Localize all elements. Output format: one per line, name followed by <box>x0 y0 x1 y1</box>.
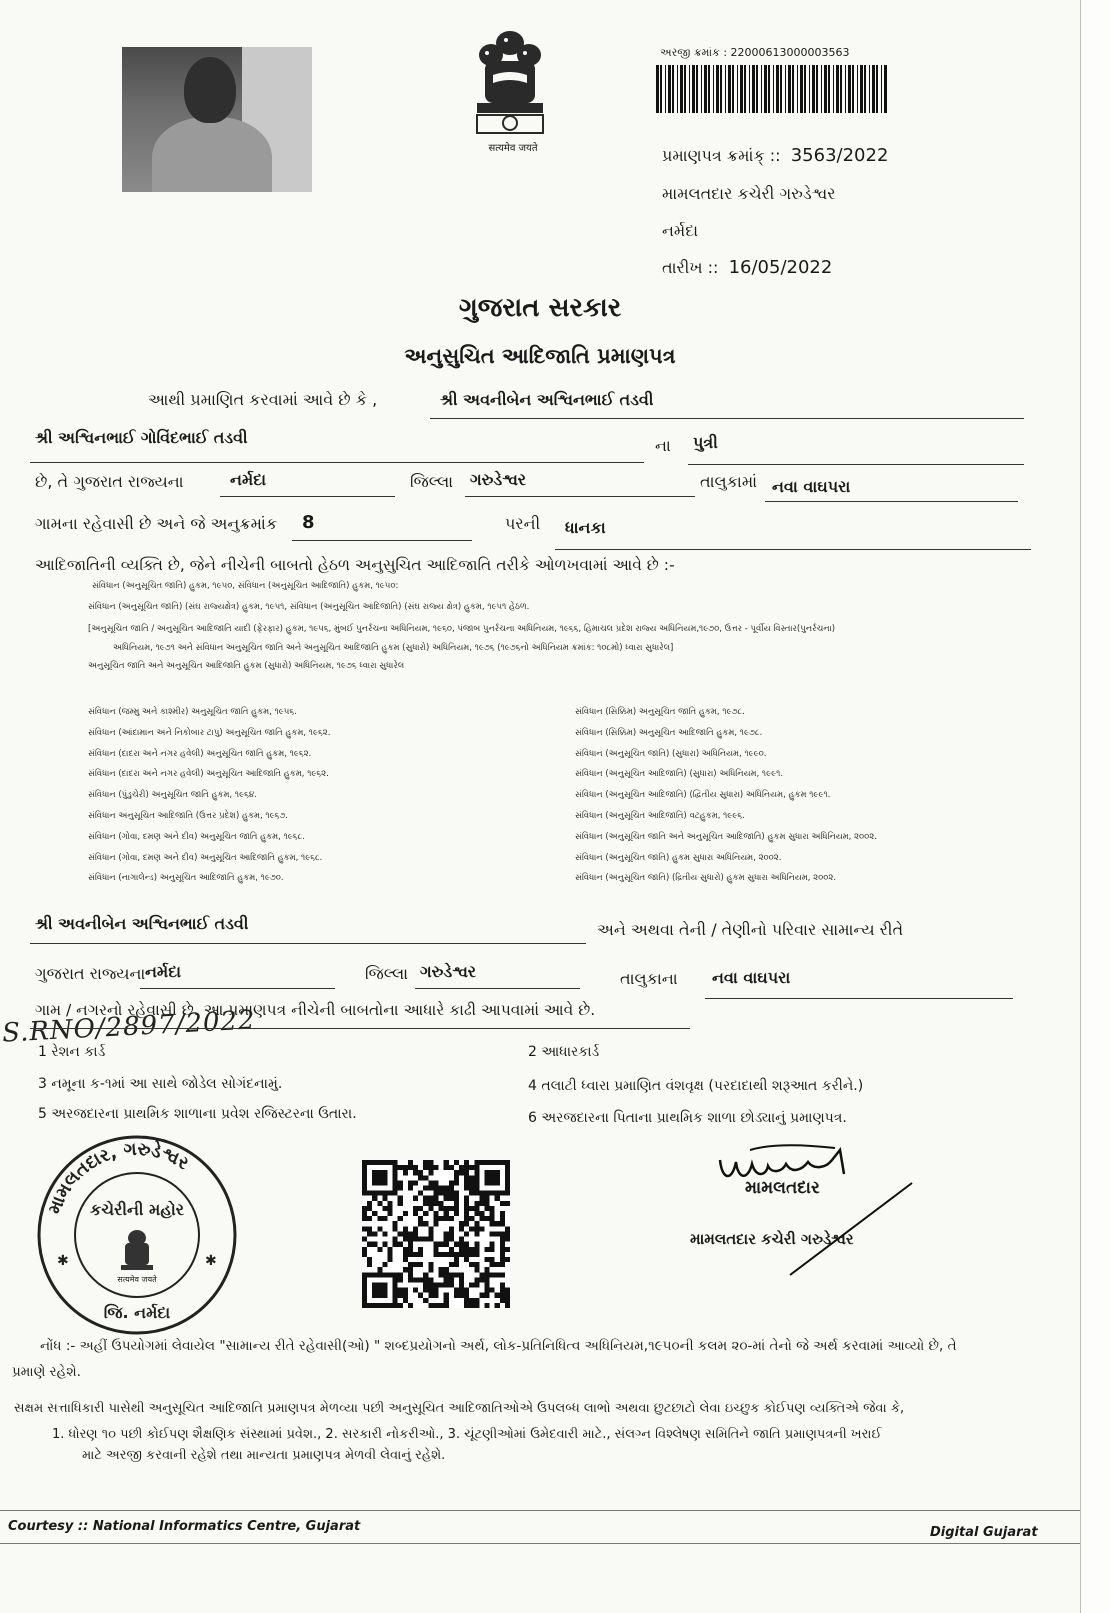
office-seal <box>35 1133 240 1338</box>
footer-courtesy: Courtesy :: National Informatics Centre, Gujarat <box>8 1519 361 1534</box>
residence-village: નવા વાઘપરા <box>712 968 791 987</box>
order-left-item-5: સંવિધાન (પુંડુચેરી) અનુસૂચિત જાતિ હુકમ, ૧૯૬૪. <box>88 790 257 801</box>
residence-district: નર્મદા <box>145 962 182 981</box>
caste-value: ધાનકા <box>565 518 606 537</box>
residence-name: શ્રી અવનીબેન અશ્વિનભાઈ તડવી <box>35 914 249 933</box>
order-line-4: અધિનિયમ, ૧૯૭૧ અને સંવિધાન અનુસૂચિત જાતિ અને અનુસૂચિત આદિજાતિ હુકમ (સુધારો) અધિનિયમ, ૧૯૭૬ (૧૯૭૬નો અધિનિયમ ક્રમાંક: ૧૦૮મો) ધ્વારા સુધારેલ] <box>113 643 674 653</box>
orders-right-list <box>575 702 877 889</box>
issuing-office: મામલતદાર કચેરી ગરુડેશ્વર <box>662 184 836 203</box>
order-right-item-1: સંવિધાન (સિક્કિમ) અનુસૂચિત જાતિ હુકમ, ૧૯૭૮. <box>575 707 745 717</box>
order-left-item-2: સંવિધાન (આંદામાન અને નિકોબાર ટાપુ) અનુસૂચિત જાતિ હુકમ, ૧૯૬૨. <box>88 727 331 738</box>
note-line-2: પ્રમાણે રહેશે. <box>12 1364 81 1380</box>
seal-emblem-icon <box>121 1230 153 1270</box>
footer-brand: Digital Gujarat <box>930 1525 1038 1540</box>
document-6: 6 અરજદારના પિતાના પ્રાથમિક શાળા છોડ્યાનું પ્રમાણપત્ર. <box>528 1110 847 1126</box>
order-right-item-6: સંવિધાન (અનુસૂચિત આદિજાતિ) વટહુકમ, ૧૯૯૬. <box>575 810 745 821</box>
document-3: 3 નમૂના ક-૧માં આ સાથે જોડેલ સોગંદનામું. <box>38 1076 283 1092</box>
issue-date: તારીખ :: 16/05/2022 <box>662 257 833 278</box>
note-line-3: સક્ષમ સત્તાધિકારી પાસેથી અનુસૂચિત આદિજાતિ પ્રમાણપત્ર મેળવ્યા પછી અનુસૂચિત આદિજાતિઓએ ઉપલબ્ધ લાભો અથવા છુટછાટો લેવા ઇચ્છુક કોઈપણ વ્યક્તિએ જેવા કે, <box>14 1401 905 1416</box>
district-value: નર્મદા <box>230 470 267 489</box>
certificate-number: પ્રમાણપત્ર ક્રમાંક્ :: 3563/2022 <box>662 145 889 166</box>
note-line-1: નોંધ :- અહીં ઉપયોગમાં લેવાયેલ "સામાન્ય રીતે રહેવાસી(ઓ) " શબ્દપ્રયોગનો અર્થ, લોક-પ્રતિનિધિત્વ અધિનિયમ,૧૯૫૦ની કલમ ૨૦-માં તેનો જે અર્થ કરવામાં આવ્યો છે, તે <box>40 1338 957 1354</box>
signature-slash <box>780 1175 920 1285</box>
certificate-title: અનુસુચિત આદિજાતિ પ્રમાણપત્ર <box>404 344 676 368</box>
order-right-item-5: સંવિધાન (અનુસૂચિત આદિજાતિ) (દ્વિતીય સુધારા) અધિનિયમ, હુકમ ૧૯૯૧. <box>575 790 831 801</box>
document-2: 2 આધારકાર્ડ <box>528 1044 600 1060</box>
residence-state-text: ગુજરાત રાજ્યના <box>35 964 146 983</box>
intro-text: આથી પ્રમાણિત કરવામાં આવે છે કે , <box>148 390 378 409</box>
government-title: ગુજરાત સરકાર <box>458 293 622 323</box>
residence-taluka: ગરુડેશ્વર <box>420 962 477 981</box>
applicant-photo <box>122 47 312 192</box>
document-4: 4 તલાટી ધ્વારા પ્રમાણિત વંશવૃક્ષ (પરદાદાથી શરૂઆત કરીને.) <box>528 1078 864 1094</box>
handwritten-reference: S.RNO/2897/2022 <box>1 1005 257 1049</box>
na-text: ના <box>655 436 671 455</box>
relation: પુત્રી <box>693 433 718 452</box>
note-line-4: 1. ધોરણ ૧૦ પછી કોઈપણ શૈક્ષણિક સંસ્થામાં પ્રવેશ., 2. સરકારી નોકરીઓ., 3. ચૂંટણીઓમાં ઉમેદવારી માટે., સંલગ્ન વિશ્લેષણ સમિતિને જાતિ પ્રમાણપત્રની ખરાઈ <box>52 1427 882 1442</box>
qr-code <box>362 1160 510 1308</box>
signatory-title: મામલતદાર <box>745 1178 820 1198</box>
village-value: નવા વાઘપરા <box>772 477 851 496</box>
seal-bottom-text: જિ. નર્મદા <box>103 1303 171 1322</box>
svg-text:✱: ✱ <box>57 1253 69 1269</box>
order-left-item-6: સંવિધાન અનુસૂચિત આદિજાતિ (ઉત્તર પ્રદેશ) હુકમ, ૧૯૬૭. <box>88 810 289 821</box>
applicant-name: શ્રી અવનીબેન અશ્વિનભાઈ તડવી <box>440 390 654 409</box>
order-right-item-3: સંવિધાન (અનુસૂચિત જાતિ) (સુધારા) અધિનિયમ, ૧૯૯૦. <box>575 748 767 759</box>
order-line-2: સંવિધાન (અનુસૂચિત જાતિ) (સંઘ રાજ્યક્ષેત્ર) હુકમ, ૧૯૫૧, સંવિધાન (અનુસૂચિત આદિજાતિ) (સંઘ રાજ્ય ક્ષેત્ર) હુકમ, ૧૯૫૧ હેઠળ. <box>88 602 530 612</box>
order-right-item-7: સંવિધાન (અનુસૂચિત જાતિ અને અનુસૂચિત આદિજાતિ) હુકમ સુધારા અધિનિયમ, ૨૦૦૨. <box>575 831 877 842</box>
state-text: છે, તે ગુજરાત રાજ્યના <box>35 472 184 491</box>
issuing-district: નર્મદા <box>662 221 699 240</box>
taluka-value: ગરુડેશ્વર <box>470 470 527 489</box>
family-text: અને અથવા તેની / તેણીનો પરિવાર સામાન્ય રીતે <box>597 920 904 939</box>
taluka-label: તાલુકામાં <box>700 472 758 491</box>
basis-text: ગામ / નગરનો રહેવાસી છે. આ પ્રમાણપત્ર નીચેની બાબતોના આધારે કાઢી આપવામાં આવે છે. <box>35 1001 596 1019</box>
order-line-1: સંવિધાન (અનુસૂચિત જાતિ) હુકમ, ૧૯૫૦, સંવિધાન (અનુસૂચિત આદિજાતિ) હુકમ, ૧૯૫૦: <box>92 581 399 591</box>
seal-middle-text: કચેરીની મહોર <box>90 1200 184 1219</box>
seal-top-text: મામલતદાર, ગરુડેશ્વર <box>44 1138 193 1217</box>
order-left-item-8: સંવિધાન (ગોવા, દમણ અને દીવ) અનુસૂચિત આદિજાતિ હુકમ, ૧૯૬૮. <box>88 852 323 863</box>
order-right-item-8: સંવિધાન (અનુસૂચિત જાતિ) હુકમ સુધારા અધિનિયમ, ૨૦૦૨. <box>575 852 782 863</box>
order-left-item-3: સંવિધાન (દાદરા અને નગર હવેલી) અનુસૂચિત જાતિ હુકમ, ૧૯૬૨. <box>88 748 312 759</box>
serial-number: 8 <box>302 512 315 533</box>
residence-taluka-label: તાલુકાના <box>620 969 678 988</box>
tribe-text: આદિજાતિની વ્યક્તિ છે, જેને નીચેની બાબતો હેઠળ અનુસુચિત આદિજાતિ તરીકે ઓળખવામાં આવે છે :- <box>35 556 675 574</box>
note-line-5: માટે અરજી કરવાની રહેશે તથા માન્યતા પ્રમાણપત્ર મેળવી લેવાનું રહેશે. <box>82 1448 446 1463</box>
order-right-item-9: સંવિધાન (અનુસૂચિત જાતિ) (દ્રિતીય સુધારો) હુકમ સુધારા અધિનિયમ, ૨૦૦૨. <box>575 873 837 884</box>
signatory-office: મામલતદાર કચેરી ગરુડેશ્વર <box>690 1230 854 1248</box>
resident-text: ગામના રહેવાસી છે અને જે અનુક્રમાંક <box>35 514 278 533</box>
application-number: અરજી ક્રમાંક : 2200061300000​3563 <box>660 46 850 59</box>
father-name: શ્રી અશ્વિનભાઈ ગોવિંદભાઈ તડવી <box>35 428 248 447</box>
orders-left-list <box>88 702 330 889</box>
order-left-item-7: સંવિધાન (ગોવા, દમણ અને દીવ) અનુસૂચિત જાતિ હુકમ, ૧૯૬૮. <box>88 831 305 842</box>
emblem-motto: सत्यमेव जयते <box>488 143 538 154</box>
order-line-5: અનુસૂચિત જાતિ અને અનુસૂચિત આદિજાતિ હુકમ (સુધારો) અધિનિયમ, ૧૯૭૬ ધ્વારા સુધારેલ <box>88 661 405 671</box>
svg-text:✱: ✱ <box>205 1253 217 1269</box>
order-left-item-9: સંવિધાન (નાગાલેન્ડ) અનુસૂચિત આદિજાતિ હુકમ, ૧૯૭૦. <box>88 873 284 884</box>
order-line-3: [અનુસૂચિત જાતિ / અનુસૂચિત આદિજાતિ યાદી (ફેરફાર) હુકમ, ૧૯૫૬, મુંબઈ પુનર્રચના અધિનિયમ, ૧૯૬૦, પંજાબ પુનર્રચના અધિનિયમ, ૧૯૬૬, હિમાચલ પ્રદેશ રાજ્ય અધિનિયમ,૧૯૭૦, ઉત્તર - પૂર્વીય વિસ્તાર(પુનર્રચના) <box>88 624 836 634</box>
document-5: 5 અરજદારના પ્રાથમિક શાળાના પ્રવેશ રજિસ્ટરના ઉતારા. <box>38 1106 357 1122</box>
order-right-item-4: સંવિધાન (અનુસૂચિત આદિજાતિ) (સુધારા) અધિનિયમ, ૧૯૯૧. <box>575 769 784 780</box>
national-emblem-icon <box>463 25 558 150</box>
order-left-item-1: સંવિધાન (જમ્મુ અને કાશ્મીર) અનુસૂચિત જાતિ હુકમ, ૧૯૫૬. <box>88 707 297 717</box>
order-left-item-4: સંવિધાન (દાદરા અને નગર હવેલી) અનુસૂચિત આદિજાતિ હુકમ, ૧૯૬૨. <box>88 769 329 780</box>
seal-motto: सत्यमेव जयते <box>117 1275 157 1284</box>
district-label: જિલ્લા <box>410 472 454 491</box>
residence-district-label: જિલ્લા <box>365 964 409 983</box>
barcode <box>656 65 888 113</box>
order-right-item-2: સંવિધાન (સિક્કિમ) અનુસૂચિત આદિજાતિ હુકમ, ૧૯૭૮. <box>575 727 763 738</box>
document-1: 1 રેશન કાર્ડ <box>38 1044 106 1060</box>
caste-label: પરની <box>505 514 541 533</box>
